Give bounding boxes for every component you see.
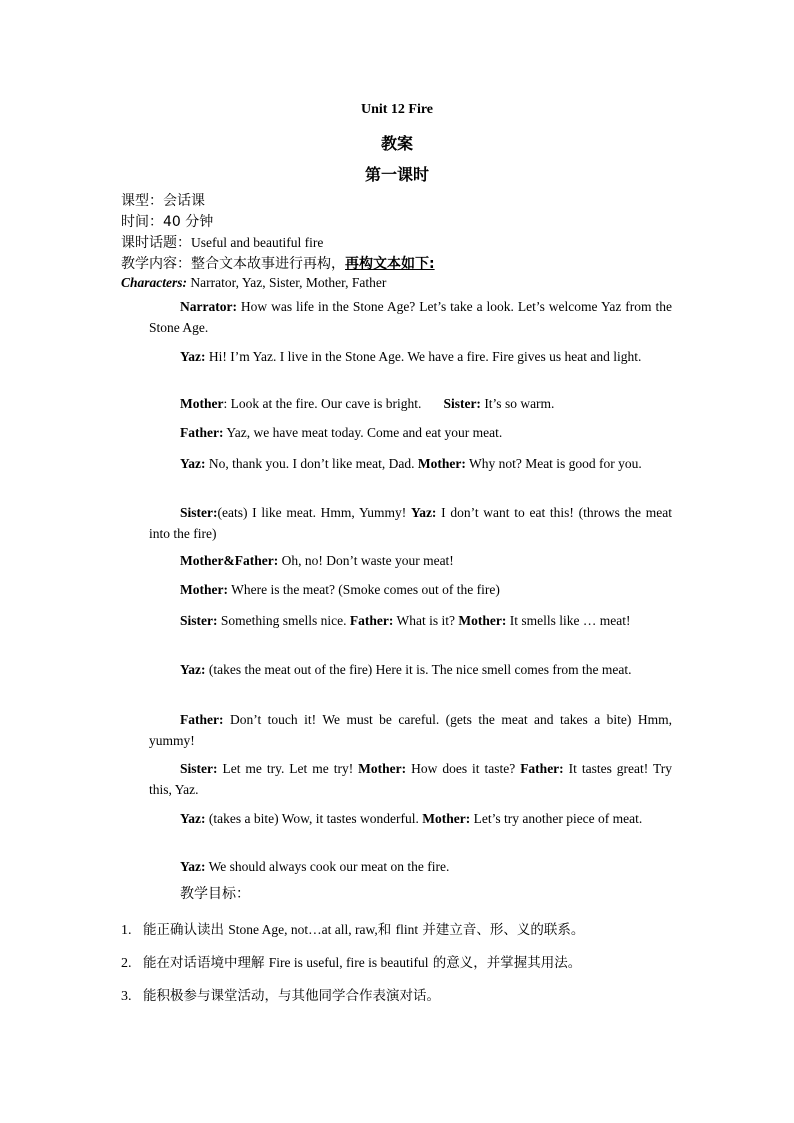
speech: How does it taste? — [406, 761, 521, 776]
speaker: Sister: — [180, 761, 218, 776]
doc-type-title: 教案 — [380, 136, 413, 153]
speaker: Sister: — [443, 396, 481, 411]
speaker: Yaz: — [180, 456, 206, 471]
lesson-type-value: 会话课 — [163, 193, 205, 209]
dialogue-line-mother-sister — [180, 396, 554, 412]
dialogue-line-yaz-cook — [180, 859, 449, 875]
speaker: Yaz: — [180, 859, 206, 874]
dialogue-line-mother-where — [180, 582, 500, 598]
speaker: Mother: — [417, 456, 466, 471]
speech: Let’s try another piece of meat. — [470, 811, 643, 826]
speaker: Mother — [180, 396, 224, 411]
speech: Don’t touch it! We must be careful. (gets the meat and takes a bite) Hmm, yummy! — [149, 712, 672, 748]
unit-title: Unit 12 Fire — [360, 102, 434, 117]
time-label: 时间： — [121, 214, 163, 230]
content-label: 教学内容：整合文本故事进行再构， — [121, 256, 345, 272]
goal-item-2 — [121, 951, 581, 972]
speaker: Mother&Father: — [180, 553, 279, 568]
speech: Oh, no! Don’t waste your meat! — [278, 553, 454, 568]
speech: Something smells nice. — [217, 613, 350, 628]
speech: It smells like … meat! — [506, 613, 631, 628]
dialogue-line-father-careful — [149, 709, 672, 751]
speech: It’s so warm. — [480, 396, 555, 411]
characters-list: Narrator, Yaz, Sister, Mother, Father — [187, 275, 387, 290]
dialogue-line-father-meat — [180, 425, 502, 441]
speaker: Father: — [520, 761, 564, 776]
topic-line — [121, 232, 323, 252]
goal-text: 能正确认读出 — [143, 922, 229, 938]
speech: : Look at the fire. Our cave is bright. — [223, 396, 422, 411]
dialogue-line-smells — [149, 610, 672, 631]
goal-text: 并建立音、形、义的联系。 — [418, 922, 585, 938]
dialogue-line-yaz-takes — [149, 659, 672, 680]
goal-number: 2. — [121, 956, 132, 971]
dialogue-line-yaz-bite — [149, 808, 672, 829]
speaker: Father: — [180, 712, 224, 727]
speaker: Yaz: — [180, 349, 206, 364]
speech: How was life in the Stone Age? Let’s take a look. Let’s welcome Yaz from the Stone Age. — [149, 299, 672, 335]
goal-text: flint — [395, 922, 419, 937]
speaker: Sister: — [180, 505, 218, 520]
goal-text: 和 — [377, 922, 396, 938]
speaker: Narrator: — [180, 299, 237, 314]
goal-text: Stone Age, not…at all, raw, — [228, 922, 378, 937]
speech: (takes a bite) Wow, it tastes wonderful. — [205, 811, 423, 826]
topic-label: 课时话题： — [121, 235, 191, 251]
speaker: Father: — [180, 425, 224, 440]
speech: (takes the meat out of the fire) Here it is. The nice smell comes from the meat. — [205, 662, 632, 677]
speech: (eats) I like meat. Hmm, Yummy! — [217, 505, 411, 520]
speaker: Yaz: — [180, 811, 206, 826]
characters-line — [121, 275, 386, 291]
goals-heading: 教学目标： — [180, 886, 250, 902]
speaker: Yaz: — [410, 505, 437, 520]
dialogue-line-yaz-no — [149, 453, 672, 474]
speech: Why not? Meat is good for you. — [465, 456, 642, 471]
dialogue-line-parents — [180, 553, 454, 569]
goal-number: 1. — [121, 923, 132, 938]
speech: We should always cook our meat on the fire. — [205, 859, 450, 874]
topic-value: Useful and beautiful fire — [191, 235, 324, 250]
speech: No, thank you. I don’t like meat, Dad. — [205, 456, 418, 471]
speaker: Mother: — [458, 613, 507, 628]
speaker: Yaz: — [180, 662, 206, 677]
dialogue-line-narrator — [149, 296, 672, 338]
speech: Yaz, we have meat today. Come and eat your meat. — [223, 425, 503, 440]
goal-text: Fire is useful, fire is beautiful — [268, 955, 429, 970]
goal-item-3 — [121, 984, 440, 1005]
goal-text: 能积极参与课堂活动，与其他同学合作表演对话。 — [143, 988, 440, 1004]
speaker: Mother: — [180, 582, 228, 597]
speech: It tastes great! Try this, Yaz. — [149, 761, 672, 797]
content-line — [121, 253, 435, 273]
speech: I don’t want to eat this! (throws the meat into the fire) — [149, 505, 672, 541]
lesson-type-label: 课型： — [121, 193, 163, 209]
speech: Hi! I’m Yaz. I live in the Stone Age. We have a fire. Fire gives us heat and light. — [205, 349, 642, 364]
goal-number: 3. — [121, 989, 132, 1004]
time-value: 40 分钟 — [163, 214, 214, 230]
speech: What is it? — [393, 613, 459, 628]
speaker: Mother: — [422, 811, 471, 826]
speech: Let me try. Let me try! — [217, 761, 359, 776]
content-emphasis: 再构文本如下: — [345, 256, 435, 272]
speaker: Mother: — [358, 761, 407, 776]
lesson-title: 第一课时 — [364, 167, 429, 184]
goal-text: 的意义，并掌握其用法。 — [428, 955, 582, 971]
dialogue-line-sister-eats — [149, 502, 672, 544]
goal-text: 能在对话语境中理解 — [143, 955, 269, 971]
dialogue-line-yaz-intro — [149, 346, 672, 367]
speaker: Father: — [349, 613, 394, 628]
goal-item-1 — [121, 918, 584, 939]
time-line — [121, 211, 213, 231]
speech: Where is the meat? (Smoke comes out of the fire) — [227, 582, 500, 597]
speaker: Sister: — [180, 613, 218, 628]
lesson-type-line — [121, 190, 205, 210]
characters-label: Characters: — [121, 275, 188, 290]
dialogue-line-let-me-try — [149, 758, 672, 800]
